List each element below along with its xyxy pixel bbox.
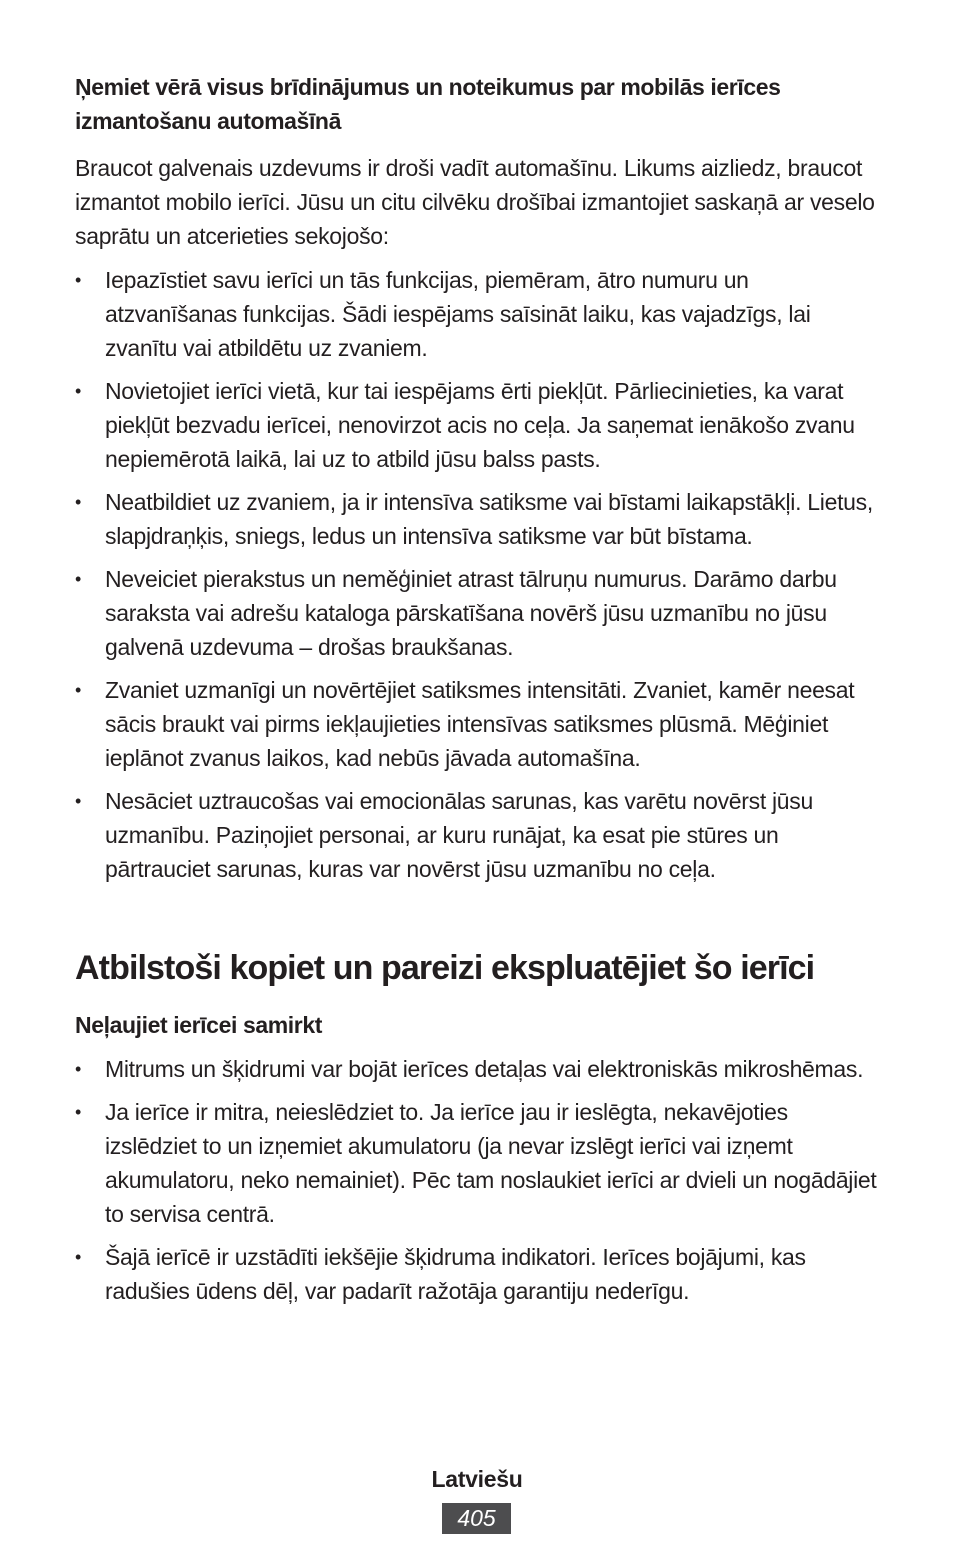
water-subheading: Neļaujiet ierīcei samirkt [75, 1012, 322, 1038]
bullet-icon: • [75, 492, 82, 512]
device-care-title: Atbilstoši kopiet un pareizi ekspluatējiet šo ierīci [75, 949, 815, 987]
list-item-text: Neatbildiet uz zvaniem, ja ir intensīva satiksme vai bīstami laikapstākļi. Lietus, slapjdraņķis, sniegs, ledus un intensīva satiksme var būt bīstama. [105, 489, 873, 549]
list-item-text: Mitrums un šķidrumi var bojāt ierīces detaļas vai elektroniskās mikroshēmas. [105, 1056, 864, 1082]
bullet-icon: • [75, 1102, 82, 1122]
car-safety-heading: Ņemiet vērā visus brīdinājumus un noteikumus par mobilās ierīces izmantošanu automašīnā [75, 74, 781, 134]
list-item-text: Šajā ierīcē ir uzstādīti iekšējie šķidruma indikatori. Ierīces bojājumi, kas radušies ūdens dēļ, var padarīt ražotāja garantiju nederīgu. [105, 1244, 806, 1304]
list-item-text: Nesāciet uztraucošas vai emocionālas sarunas, kas varētu novērst jūsu uzmanību. Paziņojiet personai, ar kuru runājat, ka esat pie stūres un pārtrauciet sarunas, kuras var novērst jūsu uzmanību no ceļa. [105, 788, 813, 882]
list-item [75, 1240, 885, 1308]
list-item [75, 784, 885, 886]
bullet-icon: • [75, 1247, 82, 1267]
list-item [75, 1052, 885, 1086]
list-item [75, 562, 885, 664]
list-item [75, 673, 885, 775]
list-item [75, 1095, 885, 1231]
bullet-icon: • [75, 381, 82, 401]
bullet-icon: • [75, 270, 82, 290]
list-item-text: Zvaniet uzmanīgi un novērtējiet satiksmes intensitāti. Zvaniet, kamēr neesat sācis braukt vai pirms iekļaujieties intensīvas satiksmes plūsmā. Mēģiniet ieplānot zvanus laikos, kad nebūs jāvada automašīna. [105, 677, 855, 771]
list-item-text: Neveiciet pierakstus un neměģiniet atrast tālruņu numurus. Darāmo darbu saraksta vai adrešu kataloga pārskatīšana novērš jūsu uzmanību no jūsu galvenā uzdevuma – drošas braukšanas. [105, 566, 837, 660]
list-item-text: Iepazīstiet savu ierīci un tās funkcijas, piemēram, ātro numuru un atzvanīšanas funkcijas. Šādi iespējams saīsināt laiku, kas vajadzīgs, lai zvanītu vai atbildētu uz zvaniem. [105, 267, 811, 361]
bullet-icon: • [75, 680, 82, 700]
list-item [75, 485, 885, 553]
bullet-icon: • [75, 1059, 82, 1079]
bullet-icon: • [75, 569, 82, 589]
footer-language: Latviešu [431, 1466, 523, 1492]
list-item-text: Novietojiet ierīci vietā, kur tai iespējams ērti piekļūt. Pārliecinieties, ka varat piekļūt bezvadu ierīcei, nenovirzot acis no ceļa. Ja saņemat ienākošo zvanu nepiemērotā laikā, lai uz to atbild jūsu balss pasts. [105, 378, 855, 472]
car-safety-list [75, 263, 885, 886]
list-item [75, 263, 885, 365]
list-item [75, 374, 885, 476]
list-item-text: Ja ierīce ir mitra, neieslēdziet to. Ja ierīce jau ir ieslēgta, nekavējoties izslēdziet to un izņemiet akumulatoru (ja nevar izslēgt ierīci vai izņemt akumulatoru, neko nemainiet). Pēc tam noslaukiet ierīci ar dvieli un nogādājiet to servisa centrā. [105, 1099, 877, 1227]
car-safety-intro: Braucot galvenais uzdevums ir droši vadīt automašīnu. Likums aizliedz, braucot izmantot mobilo ierīci. Jūsu un citu cilvēku drošībai izmantojiet saskaņā ar veselo saprātu un atcerieties sekojošo: [75, 155, 875, 249]
bullet-icon: • [75, 791, 82, 811]
water-list [75, 1052, 885, 1308]
page-content [75, 70, 885, 1317]
page-number-badge: 405 [442, 1503, 511, 1534]
